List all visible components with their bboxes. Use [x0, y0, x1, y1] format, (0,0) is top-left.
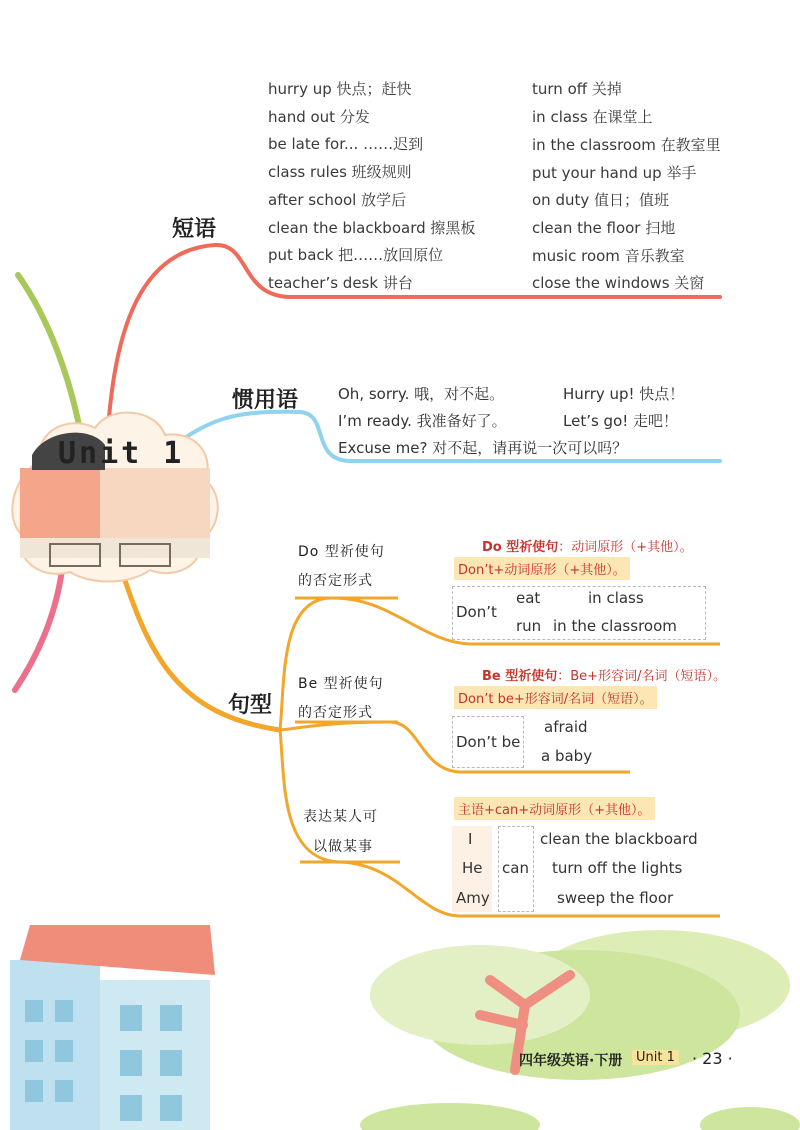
phrase-item: hurry up 快点；赶快 — [268, 80, 412, 98]
do-pattern-label: 的否定形式 — [298, 573, 373, 589]
be-pattern-rule — [482, 665, 726, 684]
expressions-category: 惯用语 — [232, 388, 299, 413]
do-rule-bold: Do 型祈使句 — [482, 540, 559, 555]
unit-title: Unit 1 — [58, 436, 185, 471]
tree-illustration — [330, 925, 800, 1130]
can-example-modal: can — [502, 859, 529, 877]
phrase-item: teacher’s desk 讲台 — [268, 274, 413, 292]
phrase-item: after school 放学后 — [268, 191, 407, 209]
phrase-item: close the windows 关窗 — [532, 274, 705, 292]
do-example-place: in class — [588, 589, 644, 607]
footer-book-title: 四年级英语·下册 — [519, 1053, 623, 1069]
phrase-item: clean the floor 扫地 — [532, 219, 676, 237]
can-pattern-label: 表达某人可 — [303, 809, 378, 825]
do-pattern-formula: Don’t+动词原形（+其他）。 — [454, 557, 630, 580]
do-example-verb: run — [516, 617, 542, 635]
phrase-item: be late for... ……迟到 — [268, 135, 424, 153]
phrase-item: put back 把……放回原位 — [268, 246, 444, 264]
phrase-item: hand out 分发 — [268, 108, 370, 126]
be-rule-rest: ：Be+形容词/名词（短语）。 — [557, 669, 726, 684]
patterns-category: 句型 — [228, 693, 273, 718]
do-example-place: in the classroom — [553, 617, 677, 635]
be-example-complement: afraid — [544, 718, 588, 736]
do-example-subject: Don’t — [456, 603, 497, 621]
be-rule-bold: Be 型祈使句 — [482, 669, 558, 684]
can-pattern-label: 以做某事 — [313, 839, 373, 855]
be-pattern-formula: Don’t be+形容词/名词（短语）。 — [454, 686, 657, 709]
page-number: · 23 · — [692, 1049, 733, 1068]
do-pattern-rule — [482, 536, 693, 555]
be-example-complement: a baby — [541, 747, 593, 765]
phrase-item: in class 在课堂上 — [532, 108, 653, 126]
phrase-item: in the classroom 在教室里 — [532, 136, 721, 154]
can-pattern-formula: 主语+can+动词原形（+其他）。 — [454, 797, 655, 820]
expression-item: Oh, sorry. 哦，对不起。 — [338, 385, 505, 403]
can-example-subject: He — [462, 859, 483, 877]
expression-item: I’m ready. 我准备好了。 — [338, 412, 507, 430]
phrase-item: music room 音乐教室 — [532, 247, 685, 265]
do-example-verb: eat — [516, 589, 541, 607]
expression-item: Excuse me? 对不起，请再说一次可以吗？ — [338, 439, 628, 457]
can-example-subject: Amy — [456, 889, 490, 907]
building-illustration — [10, 920, 225, 1130]
unit-cloud-illustration — [10, 400, 225, 585]
be-example-subject: Don’t be — [456, 733, 521, 751]
do-rule-rest: ：动词原形（+其他）。 — [558, 540, 693, 555]
can-example-action: sweep the floor — [557, 889, 674, 907]
phrase-item: clean the blackboard 擦黑板 — [268, 219, 476, 237]
be-pattern-label: 的否定形式 — [298, 705, 373, 721]
phrase-item: turn off 关掉 — [532, 80, 622, 98]
expression-item: Hurry up! 快点！ — [563, 385, 685, 403]
do-pattern-label: Do 型祈使句 — [298, 544, 385, 560]
can-example-action: turn off the lights — [552, 859, 683, 877]
phrase-item: on duty 值日；值班 — [532, 191, 670, 209]
phrase-item: class rules 班级规则 — [268, 163, 412, 181]
phrase-item: put your hand up 举手 — [532, 164, 697, 182]
footer-unit-badge: Unit 1 — [632, 1050, 679, 1065]
phrases-category: 短语 — [172, 217, 217, 242]
expression-item: Let’s go! 走吧！ — [563, 412, 679, 430]
can-example-subject: I — [468, 830, 473, 848]
be-pattern-label: Be 型祈使句 — [298, 676, 384, 692]
can-example-action: clean the blackboard — [540, 830, 698, 848]
